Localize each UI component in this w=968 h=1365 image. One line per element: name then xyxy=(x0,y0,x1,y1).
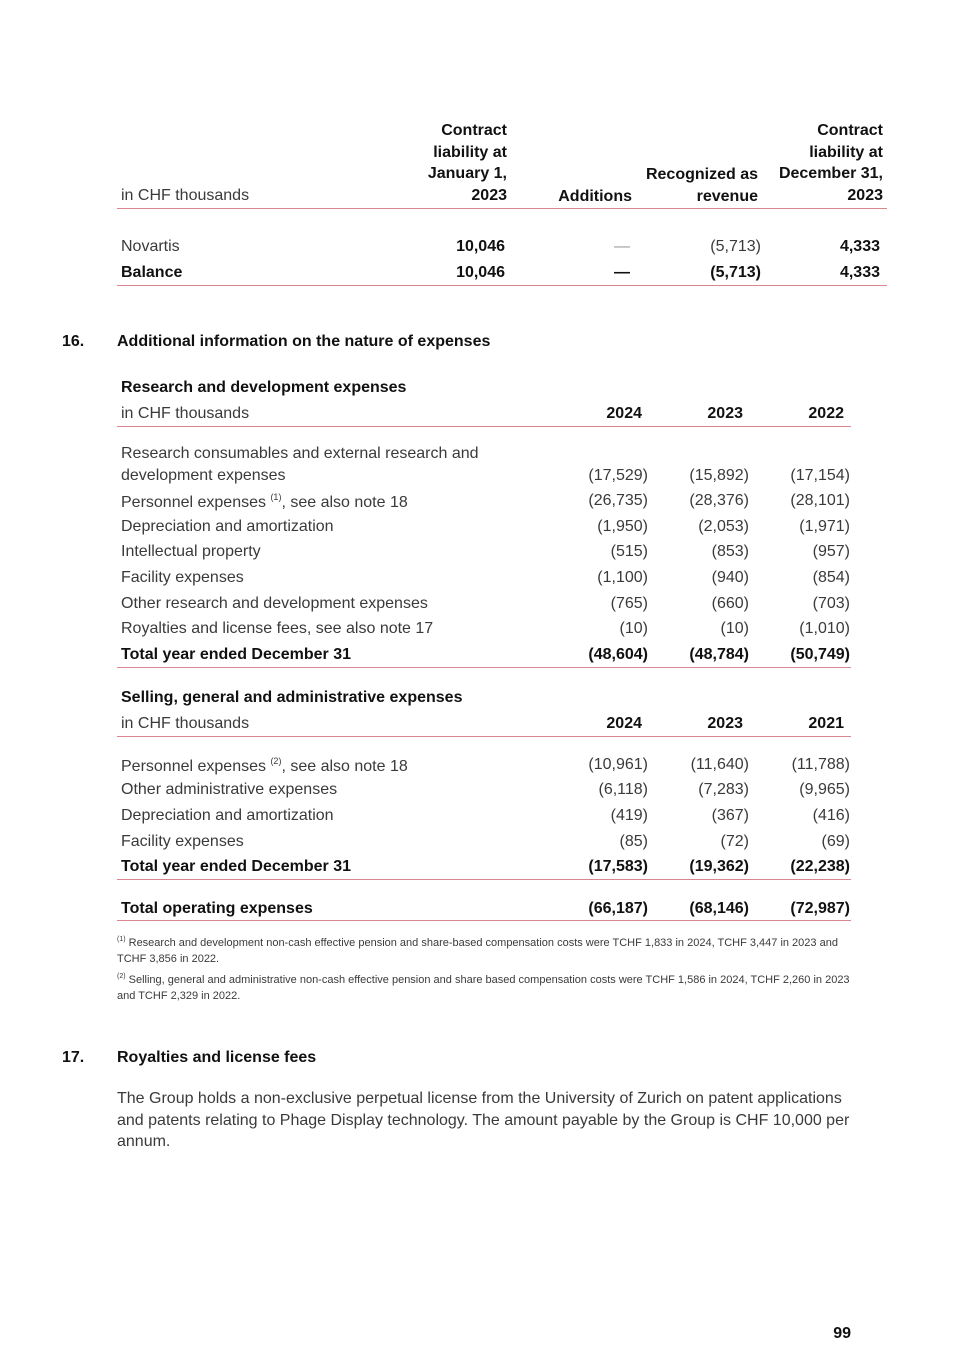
table-title: Selling, general and administrative expenses xyxy=(121,689,463,706)
footnote-text: Research and development non-cash effective pension and share-based compensation costs were TCHF 1,833 in 2024, TCHF 3,447 in 2023 and TCHF 3,856 in 2022. xyxy=(117,937,838,965)
row-label: Other administrative expenses xyxy=(121,781,338,798)
cell: (5,713) xyxy=(710,264,761,281)
header-line: revenue xyxy=(696,187,758,205)
cell: (2,053) xyxy=(698,518,749,535)
footnote-mark: (2) xyxy=(117,973,126,980)
cell: (515) xyxy=(610,543,648,560)
footnote-ref: (2) xyxy=(270,756,282,766)
cell: (68,146) xyxy=(689,900,749,917)
header-line: Contract xyxy=(817,122,883,139)
cell: (22,238) xyxy=(790,858,850,875)
cell: (10) xyxy=(720,620,749,637)
cell: (11,640) xyxy=(690,756,749,773)
header-rule xyxy=(117,426,851,427)
row-label: Depreciation and amortization xyxy=(121,518,334,535)
year-header: 2022 xyxy=(808,405,844,422)
footnote-2 xyxy=(117,969,852,1004)
label-text: Personnel expenses xyxy=(121,758,266,775)
cell: (17,529) xyxy=(588,467,648,484)
footnote-ref: (1) xyxy=(270,492,282,502)
unit-label: in CHF thousands xyxy=(121,187,250,204)
row-label: Intellectual property xyxy=(121,543,261,560)
unit-label: in CHF thousands xyxy=(121,405,250,422)
cell: (1,010) xyxy=(799,620,850,637)
cell: 10,046 xyxy=(456,264,505,281)
cell: (17,154) xyxy=(790,467,850,484)
cell: 4,333 xyxy=(839,264,880,281)
col-header-additions: Additions xyxy=(558,188,632,205)
cell: — xyxy=(614,264,630,281)
cell: (48,784) xyxy=(689,646,749,663)
cell: (10) xyxy=(619,620,648,637)
footnote-1 xyxy=(117,932,852,967)
total-rule xyxy=(117,285,887,286)
page-number: 99 xyxy=(833,1325,851,1342)
cell: 4,333 xyxy=(839,238,880,255)
header-line: December 31, xyxy=(778,165,883,182)
row-label: Research consumables and external research and xyxy=(121,445,479,462)
cell: (703) xyxy=(812,595,850,612)
col-header-closing xyxy=(753,120,883,206)
cell: (854) xyxy=(812,569,850,586)
table-title: Research and development expenses xyxy=(121,379,407,396)
footnote-mark: (1) xyxy=(117,936,126,943)
cell: (765) xyxy=(610,595,648,612)
cell: (5,713) xyxy=(710,238,761,255)
cell: (11,788) xyxy=(791,756,850,773)
total-rule xyxy=(117,667,851,668)
cell: (26,735) xyxy=(588,492,648,509)
total-rule xyxy=(117,879,851,880)
cell: (9,965) xyxy=(799,781,850,798)
row-label: Royalties and license fees, see also note 17 xyxy=(121,620,434,637)
row-label: Depreciation and amortization xyxy=(121,807,334,824)
label-suffix: , see also note 18 xyxy=(281,494,408,511)
row-label: Total year ended December 31 xyxy=(121,646,352,663)
cell: (1,100) xyxy=(597,569,648,586)
year-header: 2024 xyxy=(606,715,642,732)
cell: (416) xyxy=(812,807,850,824)
header-line: liability at xyxy=(433,143,507,161)
unit-label: in CHF thousands xyxy=(121,715,250,732)
cell: (6,118) xyxy=(598,781,648,798)
cell: (15,892) xyxy=(689,467,749,484)
col-header-recognized xyxy=(628,164,758,207)
row-label: development expenses xyxy=(121,467,286,484)
cell: (957) xyxy=(812,543,850,560)
year-header: 2021 xyxy=(808,715,844,732)
section-title: Additional information on the nature of expenses xyxy=(117,333,491,350)
cell: (7,283) xyxy=(698,781,749,798)
cell: (72) xyxy=(720,833,749,850)
row-label xyxy=(121,492,408,512)
year-header: 2024 xyxy=(606,405,642,422)
cell: (28,376) xyxy=(689,492,749,509)
year-header: 2023 xyxy=(707,715,743,732)
section-number: 16. xyxy=(62,333,85,350)
section-title: Royalties and license fees xyxy=(117,1049,317,1066)
row-label: Balance xyxy=(121,264,183,281)
cell: (72,987) xyxy=(790,900,850,917)
header-rule xyxy=(117,208,887,209)
cell: (17,583) xyxy=(588,858,648,875)
header-line: 2023 xyxy=(471,186,507,204)
section-number: 17. xyxy=(62,1049,85,1066)
cell: (853) xyxy=(711,543,749,560)
total-rule xyxy=(117,920,851,921)
cell: (419) xyxy=(610,807,648,824)
cell: 10,046 xyxy=(456,238,505,255)
year-header: 2023 xyxy=(707,405,743,422)
cell: (1,950) xyxy=(597,518,648,535)
header-line: liability at xyxy=(809,143,883,161)
cell: (50,749) xyxy=(790,646,850,663)
cell: (85) xyxy=(619,833,648,850)
cell: (660) xyxy=(711,595,749,612)
row-label: Facility expenses xyxy=(121,833,244,850)
section-paragraph: The Group holds a non-exclusive perpetual license from the University of Zurich on patent applications and patents relating to Phage Display technology. The amount payable by the Group is CHF 10,000 per annum. xyxy=(117,1090,850,1150)
footnote-text: Selling, general and administrative non-cash effective pension and share based compensation costs were TCHF 1,586 in 2024, TCHF 2,260 in 2023 and TCHF 2,329 in 2022. xyxy=(117,974,850,1002)
row-label: Other research and development expenses xyxy=(121,595,428,612)
row-label: Novartis xyxy=(121,238,180,255)
header-line: 2023 xyxy=(847,186,883,204)
row-label xyxy=(121,756,408,776)
cell: (19,362) xyxy=(689,858,749,875)
cell: (69) xyxy=(821,833,850,850)
cell: (10,961) xyxy=(588,756,648,773)
cell: (66,187) xyxy=(588,900,648,917)
label-suffix: , see also note 18 xyxy=(281,758,408,775)
header-line: January 1, xyxy=(427,165,507,182)
header-line: Contract xyxy=(441,122,507,139)
cell: (367) xyxy=(711,807,749,824)
row-label: Total year ended December 31 xyxy=(121,858,352,875)
label-text: Personnel expenses xyxy=(121,494,266,511)
col-header-opening xyxy=(387,120,507,206)
cell: (1,971) xyxy=(799,518,850,535)
row-label: Facility expenses xyxy=(121,569,244,586)
header-rule xyxy=(117,736,851,737)
header-line: Recognized as xyxy=(645,166,758,183)
cell: (48,604) xyxy=(588,646,648,663)
row-label: Total operating expenses xyxy=(121,900,313,917)
cell: (28,101) xyxy=(790,492,850,509)
cell: — xyxy=(614,238,630,255)
cell: (940) xyxy=(711,569,749,586)
